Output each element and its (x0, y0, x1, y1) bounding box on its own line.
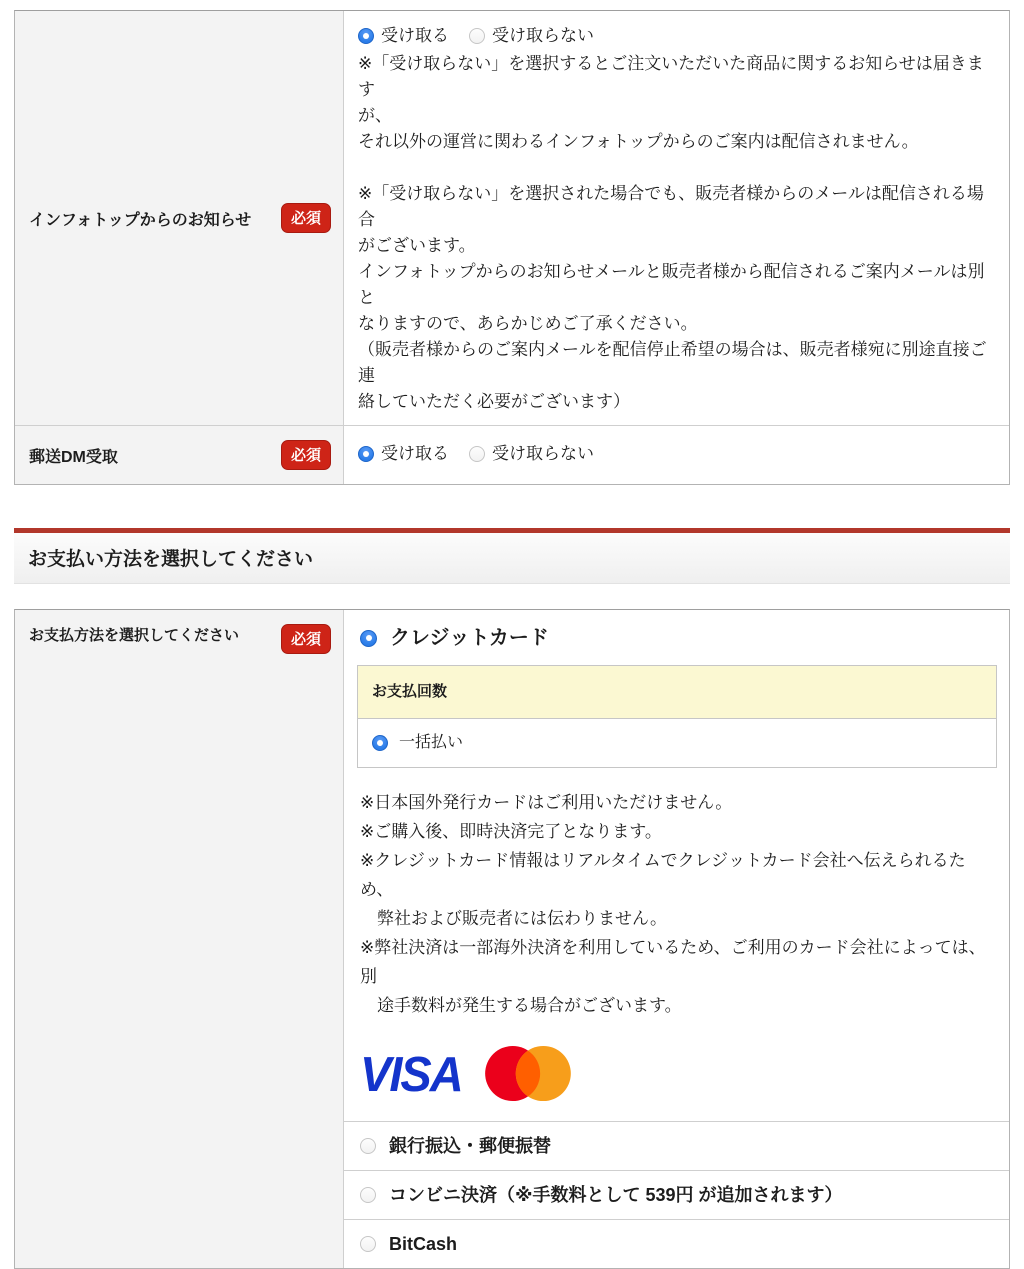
bank-transfer-label[interactable]: 銀行振込・郵便振替 (389, 1136, 551, 1156)
payment-method-label: お支払方法を選択してください (29, 627, 240, 644)
note-line: が、 (358, 106, 392, 125)
table-row (15, 11, 1009, 425)
required-badge: 必須 (281, 203, 331, 233)
radio-not-receive-icon[interactable] (469, 28, 485, 44)
postal-dm-label: 郵送DM受取 (29, 448, 118, 466)
payment-section-header: お支払い方法を選択してください (14, 528, 1010, 584)
note-line: 弊社および販売者には伝わりません。 (360, 909, 668, 928)
installments-subtable (357, 665, 997, 768)
lump-sum-label[interactable]: 一括払い (399, 734, 464, 751)
note-line: 絡していただく必要がございます） (358, 392, 630, 411)
note-line: 途手数料が発生する場合がございます。 (360, 996, 682, 1015)
payment-option-bank-transfer[interactable] (344, 1121, 1009, 1170)
card-brand-logos (344, 1020, 1009, 1121)
postal-dm-radio-group (358, 441, 594, 467)
infotop-notice-label-cell (15, 11, 344, 425)
infotop-notice-paragraph-2 (358, 181, 995, 415)
required-badge: 必須 (281, 440, 331, 470)
radio-not-receive-icon[interactable] (469, 446, 485, 462)
radio-bitcash-icon[interactable] (360, 1236, 376, 1252)
note-line: がございます。 (358, 236, 476, 255)
postal-dm-content-cell (344, 426, 1009, 484)
radio-bank-transfer-icon[interactable] (360, 1138, 376, 1154)
visa-logo: VISA (360, 1045, 462, 1102)
note-line: インフォトップからのお知らせメールと販売者様から配信されるご案内メールは別と (358, 262, 985, 307)
payment-option-credit-card[interactable] (344, 610, 1009, 655)
installments-header: お支払回数 (358, 666, 996, 719)
infotop-notice-radio-group (358, 23, 995, 49)
note-line: なりますので、あらかじめご了承ください。 (358, 314, 698, 333)
table-row (15, 425, 1009, 484)
payment-method-label-cell (15, 610, 344, 1268)
payment-method-content-cell (344, 610, 1009, 1268)
notices-table (14, 10, 1010, 485)
note-line: ※クレジットカード情報はリアルタイムでクレジットカード会社へ伝えられるため、 (360, 851, 966, 899)
note-line: ※「受け取らない」を選択するとご注文いただいた商品に関するお知らせは届きます (358, 54, 984, 99)
mastercard-logo (478, 1042, 580, 1105)
required-badge: 必須 (281, 624, 331, 654)
radio-receive-selected-icon[interactable] (358, 446, 374, 462)
note-line: ※弊社決済は一部海外決済を利用しているため、ご利用のカード会社によっては、別 (360, 938, 986, 986)
radio-receive-label[interactable]: 受け取る (381, 26, 449, 45)
radio-credit-card-selected-icon[interactable] (360, 630, 377, 647)
radio-not-receive-label[interactable]: 受け取らない (492, 26, 594, 45)
credit-card-notes (344, 768, 1009, 1020)
note-line: ※「受け取らない」を選択された場合でも、販売者様からのメールは配信される場合 (358, 184, 984, 229)
radio-not-receive-label[interactable]: 受け取らない (492, 444, 594, 463)
note-line: ※日本国外発行カードはご利用いただけません。 (360, 793, 733, 812)
infotop-notice-paragraph-1 (358, 51, 995, 155)
note-line: それ以外の運営に関わるインフォトップからのご案内は配信されません。 (358, 132, 919, 151)
note-line: ※ご購入後、即時決済完了となります。 (360, 822, 662, 841)
installments-option-lump-sum[interactable] (358, 719, 996, 767)
payment-option-convenience-store[interactable] (344, 1170, 1009, 1219)
payment-option-bitcash[interactable] (344, 1219, 1009, 1268)
infotop-notice-label: インフォトップからのお知らせ (29, 211, 252, 229)
infotop-notice-content-cell (344, 11, 1009, 425)
radio-receive-selected-icon[interactable] (358, 28, 374, 44)
bitcash-label[interactable]: BitCash (389, 1234, 458, 1254)
table-row (15, 610, 1009, 1268)
credit-card-label[interactable]: クレジットカード (390, 627, 549, 649)
payment-table (14, 609, 1010, 1269)
radio-receive-label[interactable]: 受け取る (381, 444, 449, 463)
radio-convenience-store-icon[interactable] (360, 1187, 376, 1203)
note-line: （販売者様からのご案内メールを配信停止希望の場合は、販売者様宛に別途直接ご連 (358, 340, 987, 385)
radio-lump-sum-selected-icon[interactable] (372, 735, 388, 751)
postal-dm-label-cell (15, 426, 344, 484)
convenience-store-label[interactable]: コンビニ決済（※手数料として 539円 が追加されます） (389, 1185, 843, 1205)
